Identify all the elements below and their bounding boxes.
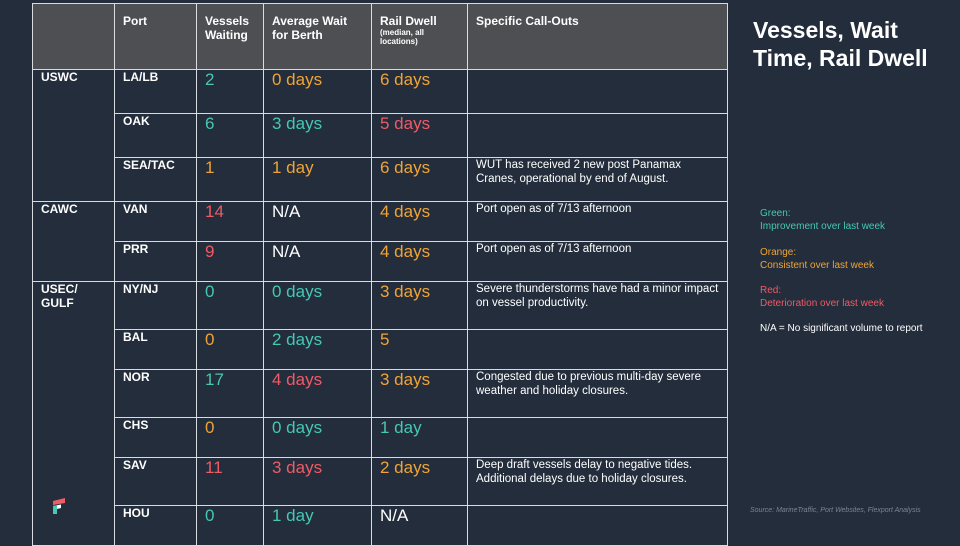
- average-wait: 3 days: [264, 458, 372, 506]
- call-out: WUT has received 2 new post Panamax Cranes, operational by end of August.: [468, 158, 728, 202]
- rail-dwell: 5 days: [372, 114, 468, 158]
- vessels-waiting: 9: [197, 242, 264, 282]
- port-name: SEA/TAC: [115, 158, 197, 202]
- legend-green: [760, 207, 885, 233]
- header-region: [33, 4, 115, 70]
- vessels-waiting: 2: [197, 70, 264, 114]
- average-wait: 1 day: [264, 158, 372, 202]
- call-out: Deep draft vessels delay to negative tides. Additional delays due to holiday closures.: [468, 458, 728, 506]
- rail-dwell: N/A: [372, 506, 468, 546]
- vessels-waiting: 0: [197, 330, 264, 370]
- table-row: [33, 70, 728, 114]
- vessels-waiting: 0: [197, 506, 264, 546]
- header-call-outs: Specific Call-Outs: [468, 4, 728, 70]
- table-row: [33, 418, 728, 458]
- legend-red: [760, 284, 884, 310]
- legend-green-desc: Improvement over last week: [760, 221, 886, 232]
- region-usec-gulf: USEC/ GULF: [33, 282, 115, 546]
- vessels-waiting: 14: [197, 202, 264, 242]
- rail-dwell: 3 days: [372, 370, 468, 418]
- average-wait: 0 days: [264, 418, 372, 458]
- call-out: Port open as of 7/13 afternoon: [468, 202, 728, 242]
- header-rail-dwell: [372, 4, 468, 70]
- region-uswc: USWC: [33, 70, 115, 202]
- flexport-logo-icon: [51, 497, 69, 515]
- port-name: OAK: [115, 114, 197, 158]
- average-wait: 3 days: [264, 114, 372, 158]
- call-out: Port open as of 7/13 afternoon: [468, 242, 728, 282]
- table-row: [33, 370, 728, 418]
- legend-na: N/A = No significant volume to report: [760, 323, 923, 334]
- legend-red-desc: Deterioration over last week: [760, 298, 884, 309]
- call-out: Severe thunderstorms have had a minor impact on vessel productivity.: [468, 282, 728, 330]
- port-name: PRR: [115, 242, 197, 282]
- rail-dwell: 3 days: [372, 282, 468, 330]
- table-header-row: [33, 4, 728, 70]
- vessels-waiting: 0: [197, 418, 264, 458]
- region-cawc: CAWC: [33, 202, 115, 282]
- rail-dwell: 4 days: [372, 242, 468, 282]
- average-wait: 4 days: [264, 370, 372, 418]
- legend-green-title: Green:: [760, 208, 791, 219]
- header-rail-dwell-sub: (median, all locations): [380, 28, 425, 46]
- port-name: NY/NJ: [115, 282, 197, 330]
- vessels-waiting: 11: [197, 458, 264, 506]
- table-row: [33, 202, 728, 242]
- table-row: [33, 458, 728, 506]
- legend-orange-desc: Consistent over last week: [760, 260, 874, 271]
- average-wait: 1 day: [264, 506, 372, 546]
- header-rail-dwell-label: Rail Dwell: [380, 14, 437, 28]
- rail-dwell: 6 days: [372, 158, 468, 202]
- call-out: [468, 418, 728, 458]
- table-row: [33, 158, 728, 202]
- call-out: [468, 330, 728, 370]
- port-name: HOU: [115, 506, 197, 546]
- rail-dwell: 4 days: [372, 202, 468, 242]
- table-row: [33, 282, 728, 330]
- page-title: Vessels, Wait Time, Rail Dwell: [753, 17, 928, 71]
- average-wait: 0 days: [264, 70, 372, 114]
- rail-dwell: 6 days: [372, 70, 468, 114]
- header-average-wait: Average Wait for Berth: [264, 4, 372, 70]
- port-name: VAN: [115, 202, 197, 242]
- table-row: [33, 242, 728, 282]
- average-wait: 2 days: [264, 330, 372, 370]
- vessels-waiting: 1: [197, 158, 264, 202]
- port-name: SAV: [115, 458, 197, 506]
- legend-orange-title: Orange:: [760, 247, 797, 258]
- legend-orange: [760, 246, 874, 272]
- rail-dwell: 5: [372, 330, 468, 370]
- call-out: [468, 70, 728, 114]
- average-wait: N/A: [264, 202, 372, 242]
- port-name: BAL: [115, 330, 197, 370]
- rail-dwell: 1 day: [372, 418, 468, 458]
- vessels-waiting: 0: [197, 282, 264, 330]
- port-name: NOR: [115, 370, 197, 418]
- header-port: Port: [115, 4, 197, 70]
- port-name: CHS: [115, 418, 197, 458]
- call-out: Congested due to previous multi-day severe weather and holiday closures.: [468, 370, 728, 418]
- vessels-waiting: 6: [197, 114, 264, 158]
- port-status-table: [32, 3, 728, 546]
- source-note: Source: MarineTraffic, Port Websites, Flexport Analysis: [750, 507, 921, 514]
- vessels-waiting: 17: [197, 370, 264, 418]
- table-row: [33, 330, 728, 370]
- rail-dwell: 2 days: [372, 458, 468, 506]
- call-out: [468, 114, 728, 158]
- average-wait: 0 days: [264, 282, 372, 330]
- legend-red-title: Red:: [760, 285, 782, 296]
- average-wait: N/A: [264, 242, 372, 282]
- port-name: LA/LB: [115, 70, 197, 114]
- header-vessels-waiting: Vessels Waiting: [197, 4, 264, 70]
- table-row: [33, 114, 728, 158]
